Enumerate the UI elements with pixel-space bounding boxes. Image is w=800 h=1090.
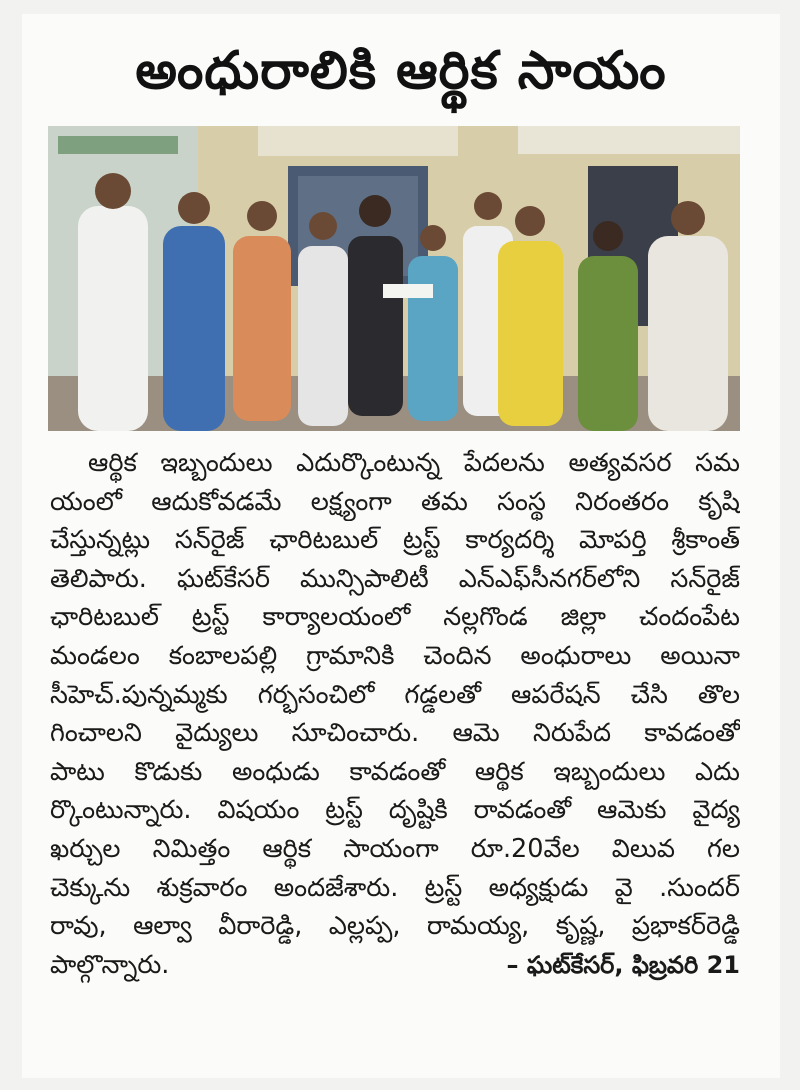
headline: అంధురాలికి ఆర్థిక సాయం xyxy=(135,41,667,101)
article-body xyxy=(50,444,740,984)
article-line: చెక్కును శుక్రవారం అందజేశారు. ట్రస్ట్ అధ్యక్షుడు వై .సుందర్ xyxy=(50,872,740,903)
article-line: తెలిపారు. ఘట్‌కేసర్ మున్సిపాలిటీ ఎన్ఎఫ్‌సీనగర్‌లోని సన్‌రైజ్ xyxy=(50,563,740,594)
article-line: రావు, ఆల్వా వీరారెడ్డి, ఎల్లప్ప, రామయ్య, కృష్ణ, ప్రభాకర్‌రెడ్డి xyxy=(50,911,740,942)
article-line: యంలో ఆదుకోవడమే లక్ష్యంగా తమ సంస్థ నిరంతరం కృషి xyxy=(50,486,740,517)
article-line: ఆర్థిక ఇబ్బందులు ఎదుర్కొంటున్న పేదలను అత్యవసర సమ xyxy=(88,448,740,478)
article-line: ఛారిటబుల్ ట్రస్ట్ కార్యాలయంలో నల్లగొండ జిల్లా చందంపేట xyxy=(50,602,740,633)
cheque xyxy=(383,284,433,298)
article-line: గించాలని వైద్యులు సూచించారు. ఆమె నిరుపేద కావడంతో xyxy=(50,718,740,749)
dateline: – ఘట్‌కేసర్, ఫిబ్రవరి 21 xyxy=(506,950,740,979)
article-line: పాల్గొన్నారు. xyxy=(50,949,170,980)
group-photo-illustration xyxy=(48,126,740,431)
article-line: సీహెచ్.పున్నమ్మకు గర్భసంచిలో గడ్డలతో ఆపరేషన్ చేసి తొల xyxy=(50,679,740,710)
article-line: చేస్తున్నట్లు సన్‌రైజ్ ఛారిటబుల్ ట్రస్ట్ కార్యదర్శి మోపర్తి శ్రీకాంత్ xyxy=(50,525,740,556)
news-photo xyxy=(48,126,740,431)
news-clipping xyxy=(22,14,780,1078)
article-line: ఖర్చుల నిమిత్తం ఆర్థిక సాయంగా రూ.20వేల విలువ గల xyxy=(50,833,740,864)
article-line: పాటు కొడుకు అంధుడు కావడంతో ఆర్థిక ఇబ్బందులు ఎదు xyxy=(50,756,740,787)
article-line: ర్కొంటున్నారు. విషయం ట్రస్ట్ దృష్టికి రావడంతో ఆమెకు వైద్య xyxy=(50,795,740,826)
article-line: మండలం కంబాలపల్లి గ్రామానికి చెందిన అంధురాలు అయినా xyxy=(50,640,740,671)
